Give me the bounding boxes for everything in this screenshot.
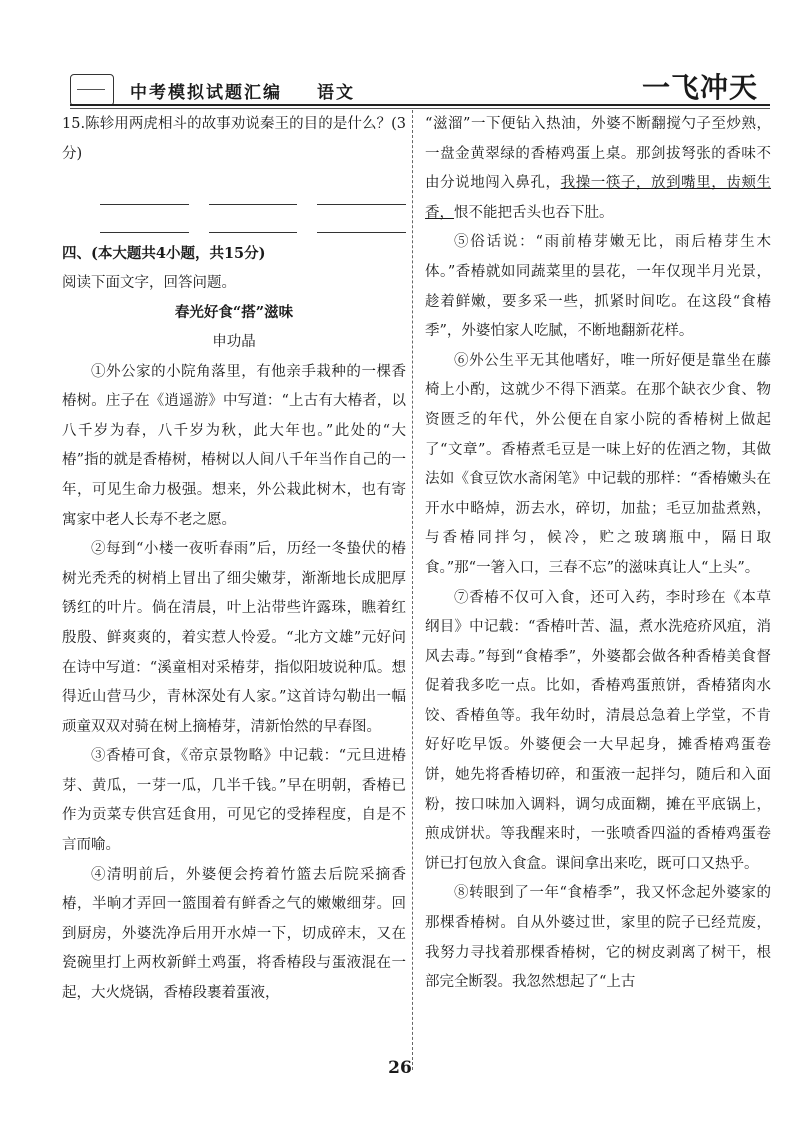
paragraph-3: ③香椿可食，《帝京景物略》中记载：“元旦进椿芽、黄瓜，一芽一瓜，几半千钱。”早在明朝，香椿已作为贡菜专供宫廷食用，可见它的受捧程度，自是不言而喻。 <box>62 748 406 854</box>
answer-blank[interactable] <box>209 231 298 233</box>
paragraph-7: ⑦香椿不仅可入食，还可入药，李时珍在《本草纲目》中记载：“香椿叶苦、温，煮水洗疮疥风疽，消风去毒。”每到“食椿季”，外婆都会做各种香椿美食督促着我多吃一点。比如，香椿鸡蛋煎饼，香椿猪肉水饺、香椿鱼等。我年幼时，清晨总急着上学堂，不肯好好吃早饭。外婆便会一大早起身，摊香椿鸡蛋卷饼，她先将香椿切碎，和蛋液一起拌匀，随后和入面粉，按口味加入调料，调匀成面糊，摊在平底锅上，煎成饼状。等我醒来时，一张喷香四溢的香椿鸡蛋卷饼已打包放入食盒。课间拿出来吃，既可口又热乎。 <box>425 589 771 872</box>
answer-blank[interactable] <box>317 203 406 205</box>
answer-blank[interactable] <box>317 231 406 233</box>
paragraph-5: ⑤俗话说：“雨前椿芽嫩无比，雨后椿芽生木体。”香椿就如同蔬菜里的昙花，一年仅现半月光景，趁着鲜嫩，要多采一些，抓紧时间吃。在这段“食椿季”，外婆怕家人吃腻，不断地翻新花样。 <box>425 234 771 340</box>
paragraph-4-start: ④清明前后，外婆便会挎着竹篮去后院采摘香椿，半晌才弄回一篮围着有鲜香之气的嫩嫩细芽。回到厨房，外婆洗净后用开水焯一下，切成碎末，又在瓷碗里打上两枚新鲜土鸡蛋，将香椿段与蛋液混在一起，大火烧锅，香椿段裹着蛋液， <box>62 866 406 1002</box>
book-logo-icon <box>70 74 114 106</box>
underlined-sentence: 我操一筷子，放到嘴里，齿颊生香， <box>425 175 772 221</box>
paragraph-2: ②每到“小楼一夜听春雨”后，历经一冬蛰伏的椿树光秃秃的树梢上冒出了细尖嫩芽，渐渐地长成肥厚锈红的叶片。倘在清晨，叶上沾带些许露珠，瞧着红殷殷、鲜爽爽的，着实惹人怜爱。“北方文雄”元好问在诗中写道：“溪童相对采椿芽，指似阳坡说种瓜。想得近山营马少，青林深处有人家。”这首诗勾勒出一幅顽童双双对骑在树上摘椿芽，清新怡然的早春图。 <box>62 541 406 735</box>
column-divider <box>412 110 413 1070</box>
question-15: 15.陈轸用两虎相斗的故事劝说秦王的目的是什么？(3分) <box>62 116 406 162</box>
answer-blank[interactable] <box>100 231 189 233</box>
right-column <box>425 110 771 998</box>
page-header <box>70 66 770 106</box>
header-subject: 语文 <box>317 83 355 103</box>
page-number: 26 <box>388 1058 412 1078</box>
section-instruction: 阅读下面文字，回答问题。 <box>62 274 236 291</box>
answer-lines <box>62 177 406 233</box>
paragraph-4-end: “滋溜”一下便钻入热油，外婆不断翻搅勺子至炒熟，一盘金黄翠绿的香椿鸡蛋上桌。那剑拔弩张的香味不由分说地闯入鼻孔，我操一筷子，放到嘴里，齿颊生香，恨不能把舌头也吞下肚。 <box>425 116 772 221</box>
paragraph-6: ⑥外公生平无其他嗜好，唯一所好便是靠坐在藤椅上小酌，这就少不得下酒菜。在那个缺衣少食、物资匮乏的年代，外公便在自家小院的香椿树上做起了“文章”。香椿煮毛豆是一味上好的佐酒之物，其做法如《食豆饮水斋闲笔》中记载的那样：“香椿嫩头在开水中略焯，沥去水，碎切，加盐；毛豆加盐煮熟，与香椿同拌匀，候冷，贮之玻璃瓶中，隔日取食。”那“一箸入口，三春不忘”的滋味真让人“上头”。 <box>425 352 771 576</box>
header-rule <box>70 104 770 106</box>
paragraph-8: ⑧转眼到了一年“食椿季”，我又怀念起外婆家的那棵香椿树。自从外婆过世，家里的院子已经荒废，我努力寻找着那棵香椿树，它的树皮剥离了树干，根部完全断裂。我忽然想起了“上古 <box>425 885 771 991</box>
header-rule-thin <box>70 108 770 109</box>
paragraph-1: ①外公家的小院角落里，有他亲手栽种的一棵香椿树。庄子在《逍遥游》中写道：“上古有大椿者，以八千岁为春，八千岁为秋，此大年也。”此处的“大椿”指的就是香椿树，椿树以人间八千年当作自己的一年，可见生命力极强。想来，外公栽此树木，也有寄寓家中老人长寿不老之愿。 <box>62 363 406 528</box>
section-heading: 四、(本大题共4小题，共15分) <box>62 245 266 263</box>
answer-blank[interactable] <box>100 203 189 205</box>
brand-logo: 一飞冲天 <box>641 71 758 104</box>
left-column <box>62 110 406 1009</box>
article-title: 春光好食“搭”滋味 <box>174 304 294 322</box>
article-author: 申功晶 <box>212 333 256 350</box>
header-title: 中考模拟试题汇编 <box>130 83 282 103</box>
answer-blank[interactable] <box>209 203 298 205</box>
